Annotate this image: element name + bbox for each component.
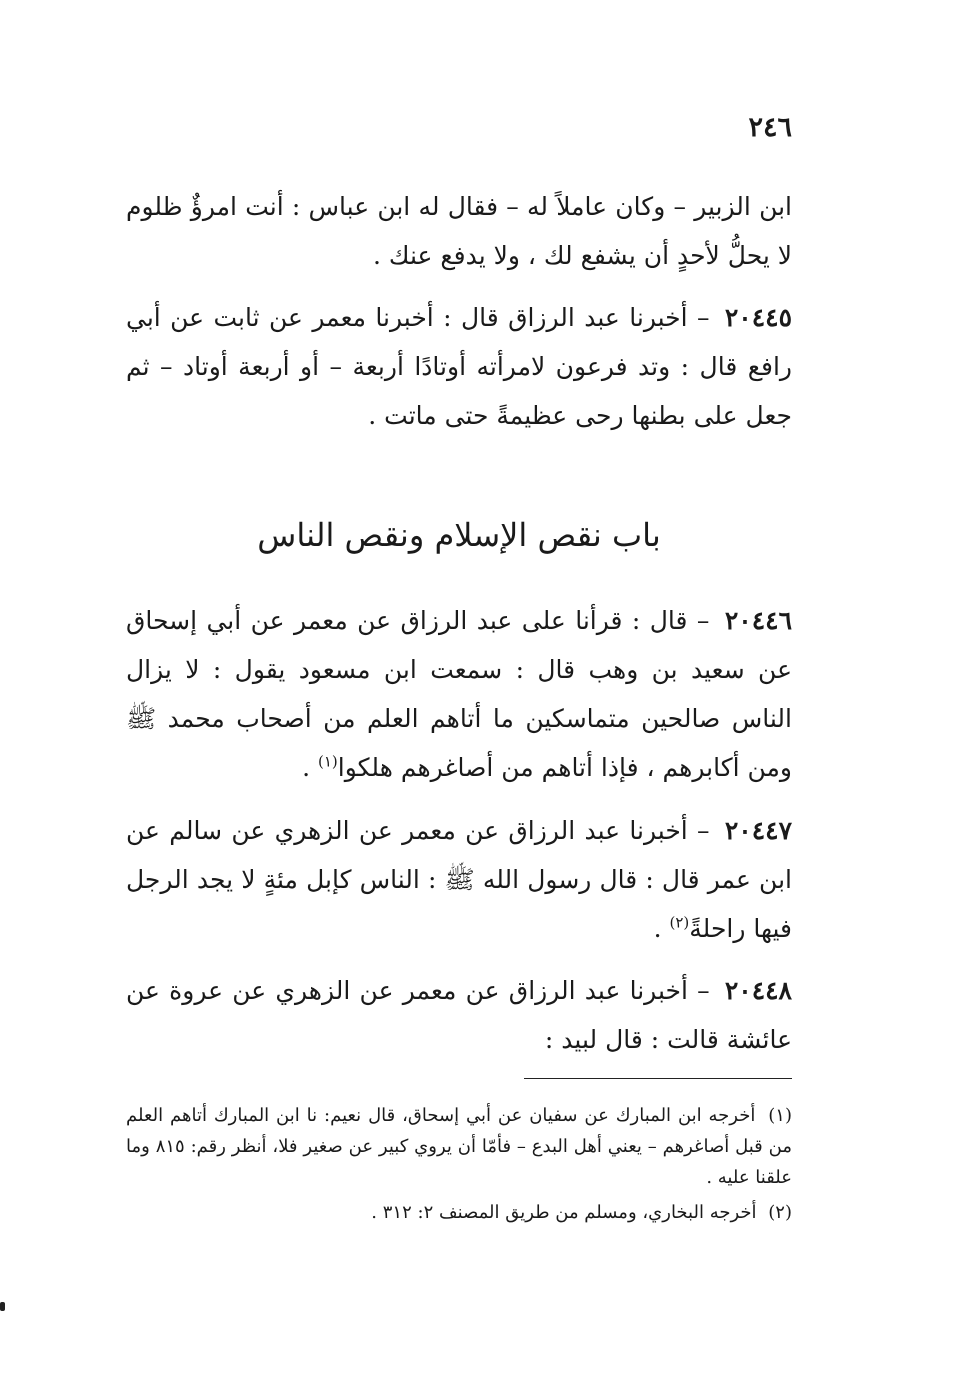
chapter-heading: باب نقص الإسلام ونقص الناس	[257, 516, 661, 554]
continuation-text: ابن الزبير – وكان عاملاً له – فقال له ابن عباس : أنت امرؤٌ ظلوم لا يحلُّ لأحدٍ أن يشفع لك ، ولا يدفع عنك .	[126, 192, 792, 270]
footnote-marker: (١)	[768, 1105, 792, 1126]
scan-edge-mark	[0, 1302, 5, 1311]
hadith-20445	[126, 293, 792, 440]
footnote-text: أخرجه البخاري، ومسلم من طريق المصنف ٢: ٣١٢ .	[371, 1202, 757, 1223]
hadith-text: – أخبرنا عبد الرزاق عن معمر عن الزهري عن سالم عن ابن عمر قال : قال رسول الله ﷺ : الناس كإبل مئةٍ لا يجد الرجل فيها راحلةً	[126, 816, 792, 943]
footnote-1	[126, 1100, 792, 1193]
footnote-ref-1: (١)	[317, 752, 338, 771]
hadith-text: – أخبرنا عبد الرزاق قال : أخبرنا معمر عن ثابت عن أبي رافع قال : وتد فرعون لامرأته أوتادًا أربعة – أو أربعة أوتاد – ثم جعل على بطنها رحى عظيمةً حتى ماتت .	[126, 303, 792, 430]
page-number: ٢٤٦	[748, 112, 792, 143]
hadith-20448	[126, 966, 792, 1064]
hadith-end: .	[653, 914, 670, 943]
hadith-20447	[126, 806, 792, 953]
hadith-number: ٢٠٤٤٥	[724, 303, 792, 332]
hadith-number: ٢٠٤٤٨	[724, 976, 792, 1005]
footnote-ref-2: (٢)	[669, 913, 690, 932]
hadith-20446	[126, 596, 792, 792]
footnotes	[126, 1100, 792, 1232]
footnote-separator	[524, 1078, 792, 1079]
hadith-text: – أخبرنا عبد الرزاق عن معمر عن الزهري عن عروة عن عائشة قالت : قال لبيد :	[126, 976, 792, 1054]
footnote-2	[126, 1197, 792, 1228]
continuation-paragraph	[126, 182, 792, 280]
footnote-marker: (٢)	[768, 1202, 792, 1223]
hadith-text: – قال : قرأنا على عبد الرزاق عن معمر عن أبي إسحاق عن سعيد بن وهب قال : سمعت ابن مسعود يقول : لا يزال الناس صالحين متماسكين ما أتاهم العلم من أصحاب محمد ﷺ ومن أكابرهم ، فإذا أتاهم من أصاغرهم هلكوا	[126, 606, 792, 782]
hadith-number: ٢٠٤٤٧	[724, 816, 792, 845]
hadith-number: ٢٠٤٤٦	[724, 606, 792, 635]
footnote-text: أخرجه ابن المبارك عن سفيان عن أبي إسحاق، قال نعيم: نا ابن المبارك أتاهم العلم من قبل أصاغرهم – يعني أهل البدع – فأمّا أن يروي كبير عن صغير فلا، أنظر رقم: ٨١٥ وما علقنا عليه .	[126, 1105, 792, 1188]
hadith-end: .	[302, 753, 318, 782]
